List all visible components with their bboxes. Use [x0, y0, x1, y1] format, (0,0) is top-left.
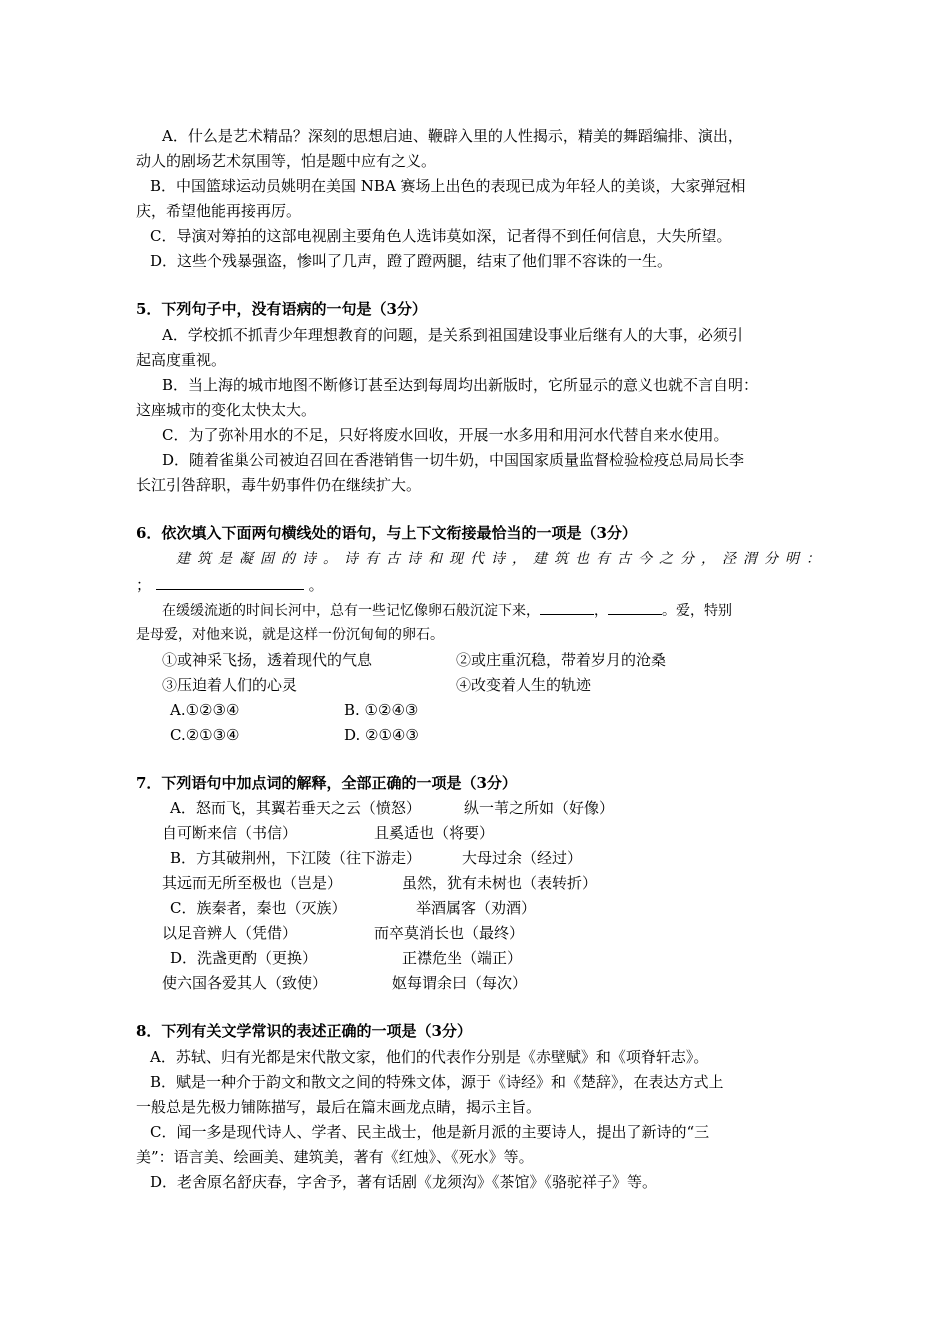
q8-option-d: D．老舍原名舒庆春，字舍予，著有话剧《龙须沟》《茶馆》《骆驼祥子》等。	[150, 1173, 658, 1191]
q6-passage-2-line2: 是母爱，对他来说，就是这样一份沉甸甸的卵石。	[136, 627, 444, 643]
q5-option-b-line2: 这座城市的变化太快太大。	[136, 401, 317, 419]
q5-option-d-line2: 长江引咎辞职，毒牛奶事件仍在继续扩大。	[136, 476, 422, 494]
q8-option-b-line2: 一般总是先极力铺陈描写，最后在篇末画龙点睛，揭示主旨。	[136, 1098, 542, 1116]
q5-option-a-line1: A．学校抓不抓青少年理想教育的问题，是关系到祖国建设事业后继有人的大事，必须引	[162, 326, 743, 344]
q8-option-c-line2: 美”：语言美、绘画美、建筑美，著有《红烛》、《死水》等。	[136, 1148, 534, 1166]
q4-option-d: D．这些个残暴强盗，惨叫了几声，蹬了蹬两腿，结束了他们罪不容诛的一生。	[150, 252, 673, 270]
q6-blank-prefix: ；	[136, 576, 152, 594]
q6-sentence-1: ①或神采飞扬，透着现代的气息	[162, 651, 373, 669]
q6-sentence-4: ④改变着人生的轨迹	[456, 676, 592, 694]
q6-blank-suffix: 。	[308, 576, 324, 594]
q7-option-a-3: 自可断来信（书信）	[162, 824, 298, 842]
q7-option-d-3: 使六国各爱其人（致使）	[162, 974, 328, 992]
q4-option-b-line1: B．中国篮球运动员姚明在美国 NBA 赛场上出色的表现已成为年轻人的美谈，大家弹冠相	[150, 177, 746, 195]
q6-passage-2-text: 在缓缓流逝的时间长河中，总有一些记忆像卵石般沉淀下来，	[162, 603, 540, 619]
q8-title: 8．下列有关文学常识的表述正确的一项是（3分）	[136, 1022, 472, 1040]
q5-option-b-line1: B．当上海的城市地图不断修订甚至达到每周均出新版时，它所显示的意义也就不言自明：	[162, 376, 759, 394]
q4-option-a-line1: A．什么是艺术精品？深刻的思想启迪、鞭辟入里的人性揭示，精美的舞蹈编排、演出，	[162, 127, 743, 145]
q4-option-c: C．导演对筹拍的这部电视剧主要角色人选讳莫如深，记者得不到任何信息，大失所望。	[150, 227, 732, 245]
q7-option-d-1: D．洗盏更酌（更换）	[170, 949, 318, 967]
q5-option-d-line1: D．随着雀巢公司被迫召回在香港销售一切牛奶，中国国家质量监督检验检疫总局局长李	[162, 451, 745, 469]
q6-blank-2	[540, 600, 594, 615]
q7-option-a-2: 纵一苇之所如（好像）	[464, 799, 615, 817]
q6-passage-2-end: 。爱，特别	[662, 603, 732, 619]
q6-title: 6．依次填入下面两句横线处的语句，与上下文衔接最恰当的一项是（3分）	[136, 524, 637, 542]
q7-option-b-4: 虽然，犹有未树也（表转折）	[402, 874, 598, 892]
q6-choice-b: B. ①②④③	[344, 701, 419, 719]
q7-option-c-2: 举酒属客（劝酒）	[416, 899, 537, 917]
q8-option-c-line1: C．闻一多是现代诗人、学者、民主战士，他是新月派的主要诗人，提出了新诗的“三	[150, 1123, 710, 1141]
q7-option-a-1: A．怒而飞，其翼若垂天之云（愤怒）	[170, 799, 421, 817]
q6-choice-a: A.①②③④	[170, 701, 240, 719]
q7-option-d-4: 妪每谓余曰（每次）	[392, 974, 528, 992]
q8-option-b-line1: B．赋是一种介于韵文和散文之间的特殊文体，源于《诗经》和《楚辞》，在表达方式上	[150, 1073, 724, 1091]
q7-option-d-2: 正襟危坐（端正）	[402, 949, 523, 967]
q7-option-c-3: 以足音辨人（凭借）	[162, 924, 298, 942]
q6-passage-2-line1	[162, 600, 732, 622]
q6-blank-sep: ，	[594, 603, 608, 619]
q8-option-a: A．苏轼、归有光都是宋代散文家，他们的代表作分别是《赤壁赋》和《项脊轩志》。	[150, 1048, 709, 1066]
q7-title: 7．下列语句中加点词的解释，全部正确的一项是（3分）	[136, 774, 517, 792]
q7-option-b-2: 大母过余（经过）	[462, 849, 583, 867]
q6-sentence-2: ②或庄重沉稳，带着岁月的沧桑	[456, 651, 667, 669]
q5-option-a-line2: 起高度重视。	[136, 351, 227, 369]
q6-choice-d: D. ②①④③	[344, 726, 419, 744]
q5-title: 5．下列句子中，没有语病的一句是（3分）	[136, 300, 427, 318]
q6-passage-1-blank-line	[136, 574, 324, 596]
q6-choice-c: C.②①③④	[170, 726, 240, 744]
q6-blank-1	[156, 575, 304, 590]
q7-option-a-4: 且奚适也（将要）	[374, 824, 495, 842]
q6-sentence-3: ③压迫着人们的心灵	[162, 676, 298, 694]
q4-option-a-line2: 动人的剧场艺术氛围等，怕是题中应有之义。	[136, 152, 437, 170]
q7-option-b-3: 其远而无所至极也（岂是）	[162, 874, 343, 892]
q7-option-c-1: C．族秦者，秦也（灭族）	[170, 899, 347, 917]
q4-option-b-line2: 庆，希望他能再接再厉。	[136, 202, 302, 220]
q7-option-c-4: 而卒莫消长也（最终）	[374, 924, 525, 942]
q6-passage-1: 建筑是凝固的诗。诗有古诗和现代诗，建筑也有古今之分，泾渭分明：	[176, 551, 827, 567]
q7-option-b-1: B．方其破荆州，下江陵（往下游走）	[170, 849, 422, 867]
q6-blank-3	[608, 600, 662, 615]
q5-option-c: C．为了弥补用水的不足，只好将废水回收，开展一水多用和用河水代替自来水使用。	[162, 426, 729, 444]
